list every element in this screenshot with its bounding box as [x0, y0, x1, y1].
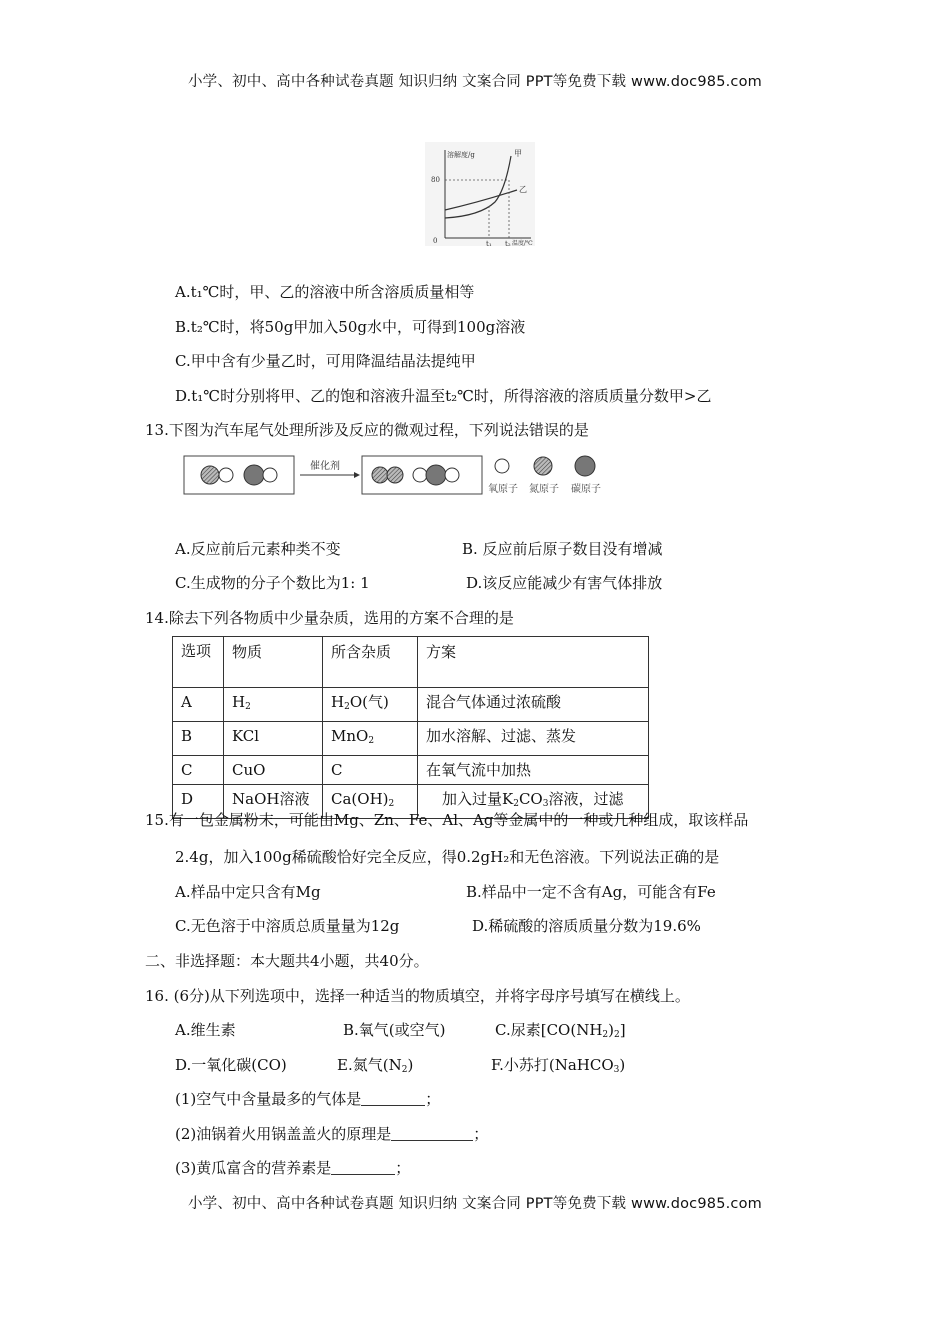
- table-cell: 在氧气流中加热: [418, 756, 649, 785]
- table-cell: 加入过量$K_2CO_3$溶液，过滤: [418, 785, 649, 819]
- q16-option-b: B.氧气(或空气): [343, 1021, 446, 1039]
- graph-ylabel: 溶解度/g: [447, 151, 475, 159]
- table-cell: NaOH溶液: [224, 785, 323, 819]
- q16-option-c: C.尿素$[CO(NH_2)_2]$: [495, 1021, 626, 1040]
- header-plan: 方案: [418, 637, 649, 688]
- q15-option-b: B.样品中一定不含有Ag，可能含有Fe: [466, 883, 716, 901]
- legend-oxygen: [495, 459, 509, 473]
- series-jia: 甲: [514, 149, 522, 158]
- q16-part-1-text: (1)空气中含量最多的气体是: [175, 1090, 362, 1108]
- q16-option-f: F.小苏打(NaHCO$_3$): [491, 1056, 626, 1075]
- q16-part-1-end: ；: [425, 1090, 441, 1108]
- legend-carbon: [575, 456, 595, 476]
- reaction-diagram: [182, 452, 622, 500]
- q16-part-2-end: ；: [473, 1125, 489, 1143]
- q12-option-c: C.甲中含有少量乙时，可用降温结晶法提纯甲: [175, 352, 476, 370]
- q13-option-a: A.反应前后元素种类不变: [175, 540, 341, 558]
- q14-stem: 14.除去下列各物质中少量杂质，选用的方案不合理的是: [145, 609, 514, 627]
- q16-part-2-text: (2)油锅着火用锅盖盖火的原理是: [175, 1125, 392, 1143]
- table-cell: C: [323, 756, 418, 785]
- answer-blank-3[interactable]: [331, 1160, 395, 1175]
- q12-option-b: B.t₂℃时，将50g甲加入50g水中，可得到100g溶液: [175, 318, 526, 336]
- q13-option-b: B. 反应前后原子数目没有增减: [462, 540, 663, 558]
- table-row: [173, 722, 649, 756]
- page-header: 小学、初中、高中各种试卷真题 知识归纳 文案合同 PPT等免费下载 www.doc985.com: [187, 74, 763, 90]
- table-row: [173, 688, 649, 722]
- table-row: [173, 756, 649, 785]
- answer-blank-2[interactable]: [391, 1126, 473, 1141]
- table-cell: KCl: [224, 722, 323, 756]
- table-cell: 混合气体通过浓硫酸: [418, 688, 649, 722]
- q16-part-2: [175, 1123, 488, 1144]
- catalyst-label: 催化剂: [310, 461, 340, 472]
- table-cell: 加水溶解、过滤、蒸发: [418, 722, 649, 756]
- legend-oxygen-label: 氧原子: [488, 484, 518, 495]
- q15-option-d: D.稀硫酸的溶质质量分数为19.6%: [472, 917, 701, 935]
- q16-option-e: E.氮气$(N_2)$: [337, 1056, 414, 1075]
- table-cell: A: [173, 688, 224, 722]
- q13-option-c: C.生成物的分子个数比为1: 1: [175, 574, 370, 592]
- q14-table: [172, 636, 649, 819]
- q15-stem-line2: 2.4g，加入100g稀硫酸恰好完全反应，得0.2gH₂和无色溶液。下列说法正确的是: [175, 848, 720, 866]
- q12-option-d: D.t₁℃时分别将甲、乙的饱和溶液升温至t₂℃时，所得溶液的溶质质量分数甲>乙: [175, 387, 712, 405]
- graph-origin: 0: [433, 237, 438, 245]
- table-cell: B: [173, 722, 224, 756]
- q16-part-3-end: ；: [395, 1159, 411, 1177]
- label-t1: t₁: [486, 240, 492, 246]
- table-cell: $H_2O$(气): [323, 688, 418, 722]
- q13-option-d: D.该反应能减少有害气体排放: [466, 574, 663, 592]
- solubility-graph: [425, 142, 535, 246]
- table-cell: MnO$_2$: [323, 722, 418, 756]
- header-substance: 物质: [224, 637, 323, 688]
- header-impurity: 所含杂质: [323, 637, 418, 688]
- legend-nitrogen: [534, 457, 552, 475]
- graph-xlabel: 温度/℃: [512, 240, 533, 246]
- answer-blank-1[interactable]: [361, 1091, 425, 1106]
- q13-stem: 13.下图为汽车尾气处理所涉及反应的微观过程，下列说法错误的是: [145, 421, 589, 439]
- q12-option-a: A.t₁℃时，甲、乙的溶液中所含溶质质量相等: [175, 283, 475, 301]
- q16-part-1: [175, 1088, 440, 1109]
- legend-nitrogen-label: 氮原子: [529, 484, 559, 495]
- table-cell: C: [173, 756, 224, 785]
- graph-ytick: 80: [431, 176, 440, 184]
- table-cell: CuO: [224, 756, 323, 785]
- table-cell: $Ca(OH)_2$: [323, 785, 418, 819]
- page-footer: 小学、初中、高中各种试卷真题 知识归纳 文案合同 PPT等免费下载 www.doc985.com: [187, 1196, 763, 1212]
- q16-stem: 16. (6分)从下列选项中，选择一种适当的物质填空，并将字母序号填写在横线上。: [145, 987, 690, 1005]
- table-cell: D: [173, 785, 224, 819]
- q15-option-a: A.样品中定只含有Mg: [175, 883, 321, 901]
- q16-option-a: A.维生素: [175, 1021, 236, 1039]
- legend-carbon-label: 碳原子: [571, 484, 601, 495]
- series-yi: 乙: [519, 185, 527, 194]
- q16-option-d: D.一氧化碳(CO): [175, 1056, 287, 1074]
- section-2-heading: 二、非选择题：本大题共4小题，共40分。: [145, 952, 429, 970]
- header-option: 选项: [173, 637, 224, 688]
- table-cell: $H_2$: [224, 688, 323, 722]
- q15-stem-line1: 15.有一包金属粉末，可能由Mg、Zn、Fe、Al、Ag等金属中的一种或几种组成，取该样品: [145, 811, 749, 829]
- label-t2: t₂: [505, 240, 511, 246]
- table-header-row: [173, 637, 649, 688]
- q15-option-c: C.无色溶于中溶质总质量量为12g: [175, 917, 400, 935]
- q16-part-3-text: (3)黄瓜富含的营养素是: [175, 1159, 332, 1177]
- q16-part-3: [175, 1157, 410, 1178]
